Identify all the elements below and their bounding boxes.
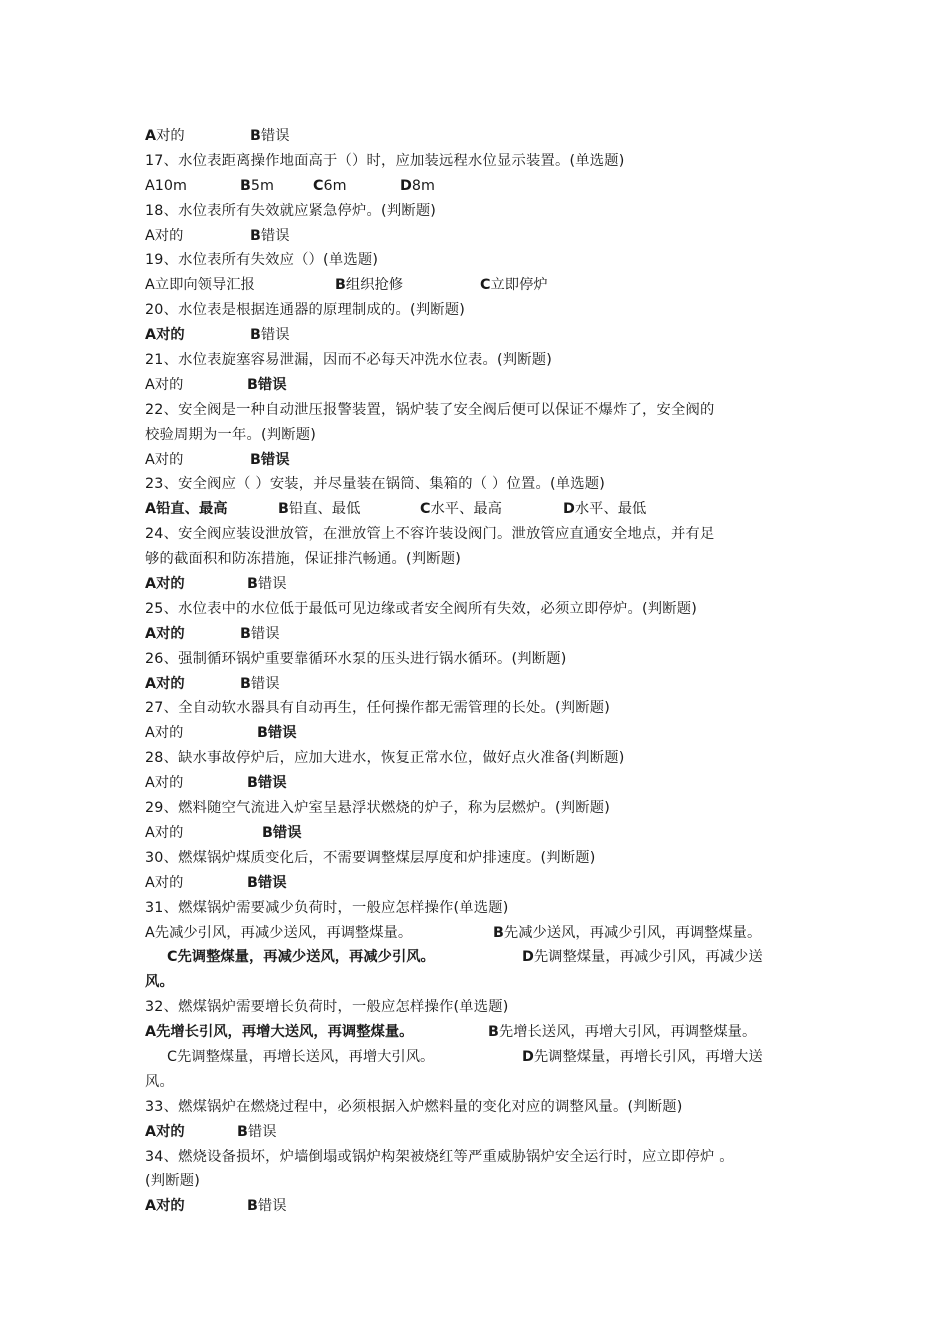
- option-letter: A: [145, 775, 155, 792]
- answer-option: [247, 572, 287, 597]
- option-letter: B: [247, 376, 258, 393]
- option-text: 错误: [250, 675, 280, 692]
- option-letter: B: [247, 874, 258, 891]
- option-text: 6m: [323, 177, 347, 194]
- question-line: [145, 647, 815, 672]
- option-text: 错误: [257, 576, 287, 593]
- options-line: [145, 945, 815, 970]
- answer-option: [240, 622, 280, 647]
- answer-option: [145, 871, 183, 896]
- option-text: 对的: [154, 725, 184, 742]
- answer-option: [145, 921, 412, 946]
- question-text: 风。: [145, 1073, 174, 1090]
- options-line: [145, 1120, 815, 1145]
- question-text: (判断题): [145, 1173, 201, 1190]
- question-line: [145, 970, 815, 995]
- option-letter: C: [480, 277, 491, 294]
- question-text: 风。: [145, 974, 174, 991]
- option-text: 错误: [250, 625, 280, 642]
- options-line: [145, 174, 815, 199]
- answer-option: [420, 497, 502, 522]
- question-list: [145, 124, 815, 1219]
- option-text: 先增长引风，再增大送风，再调整煤量。: [156, 1024, 414, 1041]
- option-text: 对的: [154, 874, 184, 891]
- question-line: [145, 1169, 815, 1194]
- option-letter: A: [145, 824, 155, 841]
- question-line: [145, 796, 815, 821]
- option-text: 水平、最高: [430, 501, 502, 518]
- option-letter: A: [145, 1198, 157, 1215]
- question-line: [145, 248, 815, 273]
- option-letter: A: [145, 625, 157, 642]
- option-letter: A: [145, 675, 157, 692]
- option-letter: A: [145, 177, 155, 194]
- answer-option: [145, 1194, 185, 1219]
- question-line: [145, 472, 815, 497]
- answer-option: [250, 224, 290, 249]
- question-text: 33、燃煤锅炉在燃烧过程中，必须根据入炉燃料量的变化对应的调整风量。(判断题): [145, 1098, 683, 1115]
- option-text: 先增长送风，再增大引风，再调整煤量。: [498, 1024, 757, 1041]
- answer-option: [240, 672, 280, 697]
- option-text: 对的: [156, 128, 185, 144]
- option-text: 对的: [156, 625, 185, 642]
- question-line: [145, 746, 815, 771]
- answer-option: [522, 945, 763, 970]
- answer-option: [278, 497, 360, 522]
- answer-option: [145, 672, 185, 697]
- option-text: 对的: [156, 1123, 185, 1140]
- option-letter: C: [420, 501, 431, 518]
- options-line: [145, 821, 815, 846]
- question-line: [145, 896, 815, 921]
- option-letter: B: [278, 501, 289, 518]
- answer-option: [145, 1120, 185, 1145]
- question-text: 24、安全阀应装设泄放管，在泄放管上不容许装设阀门。泄放管应直通安全地点，并有足: [145, 526, 715, 543]
- answer-option: [145, 622, 185, 647]
- answer-option: [145, 448, 183, 473]
- question-text: 18、水位表所有失效就应紧急停炉。(判断题): [145, 202, 437, 219]
- options-line: [145, 672, 815, 697]
- option-text: 错误: [257, 775, 287, 792]
- option-text: 铅直、最高: [156, 501, 228, 518]
- options-line: [145, 323, 815, 348]
- option-text: 水平、最低: [574, 501, 647, 518]
- options-line: [145, 572, 815, 597]
- options-line: [145, 721, 815, 746]
- question-line: [145, 547, 815, 572]
- question-line: [145, 398, 815, 423]
- answer-option: [480, 273, 548, 298]
- option-letter: A: [145, 501, 157, 518]
- question-line: [145, 423, 815, 448]
- question-text: 31、燃煤锅炉需要减少负荷时，一般应怎样操作(单选题): [145, 899, 509, 916]
- option-text: 10m: [154, 177, 187, 194]
- option-text: 对的: [154, 376, 184, 393]
- question-line: [145, 1070, 815, 1095]
- answer-option: [247, 1194, 287, 1219]
- option-text: 错误: [267, 725, 297, 742]
- option-text: 对的: [156, 576, 185, 593]
- question-line: [145, 199, 815, 224]
- answer-option: [257, 721, 297, 746]
- question-text: 29、燃料随空气流进入炉室呈悬浮状燃烧的炉子，称为层燃炉。(判断题): [145, 800, 611, 817]
- answer-option: [522, 1045, 763, 1070]
- option-text: 错误: [260, 227, 290, 244]
- option-text: 错误: [260, 327, 290, 344]
- answer-option: [493, 921, 761, 946]
- question-text: 校验周期为一年。(判断题): [145, 426, 317, 443]
- option-letter: B: [240, 675, 251, 692]
- option-letter: A: [145, 874, 155, 891]
- option-text: 对的: [154, 824, 184, 841]
- options-line: [145, 373, 815, 398]
- option-letter: B: [237, 1123, 248, 1140]
- option-letter: A: [145, 277, 155, 294]
- question-text: 20、水位表是根据连通器的原理制成的。(判断题): [145, 302, 466, 319]
- option-letter: C: [167, 949, 178, 966]
- option-letter: A: [145, 576, 157, 593]
- option-letter: B: [335, 277, 346, 294]
- question-line: [145, 696, 815, 721]
- answer-option: [250, 323, 290, 348]
- question-text: 27、全自动软水器具有自动再生，任何操作都无需管理的长处。(判断题): [145, 700, 611, 717]
- options-line: [145, 124, 815, 149]
- question-line: [145, 149, 815, 174]
- question-line: [145, 995, 815, 1020]
- option-letter: A: [145, 376, 155, 393]
- question-line: [145, 1095, 815, 1120]
- answer-option: [247, 871, 287, 896]
- options-line: [145, 224, 815, 249]
- option-letter: A: [145, 924, 155, 941]
- options-line: [145, 448, 815, 473]
- option-letter: B: [257, 725, 268, 742]
- option-letter: B: [240, 625, 251, 642]
- question-line: [145, 1145, 815, 1170]
- option-letter: D: [563, 501, 575, 518]
- option-text: 先减少送风，再减少引风，再调整煤量。: [503, 924, 762, 941]
- option-letter: B: [493, 924, 504, 941]
- answer-option: [488, 1020, 756, 1045]
- option-letter: A: [145, 1123, 157, 1140]
- option-text: 先减少引风，再减少送风，再调整煤量。: [154, 924, 413, 941]
- answer-option: [145, 721, 183, 746]
- options-line: [145, 622, 815, 647]
- option-text: 错误: [272, 824, 302, 841]
- question-text: 25、水位表中的水位低于最低可见边缘或者安全阀所有失效，必须立即停炉。(判断题): [145, 600, 698, 617]
- question-text: 26、强制循环锅炉重要靠循环水泵的压头进行锅水循环。(判断题): [145, 650, 567, 667]
- answer-option: [145, 1020, 413, 1045]
- option-text: 错误: [247, 1123, 277, 1140]
- question-line: [145, 348, 815, 373]
- option-text: 铅直、最低: [288, 501, 361, 518]
- option-letter: A: [145, 1024, 157, 1041]
- options-line: [145, 273, 815, 298]
- answer-option: [145, 124, 185, 149]
- option-text: 立即向领导汇报: [154, 277, 255, 294]
- option-text: 对的: [156, 327, 185, 344]
- answer-option: [145, 224, 183, 249]
- answer-option: [167, 945, 435, 970]
- option-letter: A: [145, 327, 157, 344]
- options-line: [145, 497, 815, 522]
- option-text: 对的: [154, 775, 184, 792]
- option-letter: D: [522, 1048, 534, 1065]
- option-text: 错误: [257, 874, 287, 891]
- answer-option: [145, 323, 185, 348]
- option-letter: B: [250, 128, 261, 144]
- answer-option: [262, 821, 302, 846]
- answer-option: [167, 1045, 434, 1070]
- option-letter: A: [145, 128, 157, 144]
- question-text: 28、缺水事故停炉后，应加大进水，恢复正常水位，做好点火准备(判断题): [145, 750, 625, 767]
- option-letter: A: [145, 227, 155, 244]
- question-text: 32、燃煤锅炉需要增长负荷时，一般应怎样操作(单选题): [145, 999, 509, 1016]
- option-text: 5m: [250, 177, 274, 194]
- option-text: 对的: [156, 1198, 185, 1215]
- options-line: [145, 1020, 815, 1045]
- options-line: [145, 871, 815, 896]
- answer-option: [250, 448, 290, 473]
- option-text: 先调整煤量，再减少送风，再减少引风。: [177, 949, 435, 966]
- option-letter: B: [247, 775, 258, 792]
- option-text: 错误: [257, 376, 287, 393]
- options-line: [145, 921, 815, 946]
- option-letter: D: [400, 177, 412, 194]
- option-text: 组织抢修: [345, 277, 404, 294]
- answer-option: [145, 572, 185, 597]
- question-text: 21、水位表旋塞容易泄漏，因而不必每天冲洗水位表。(判断题): [145, 352, 553, 369]
- answer-option: [247, 771, 287, 796]
- question-line: [145, 846, 815, 871]
- option-letter: B: [240, 177, 251, 194]
- option-text: 先调整煤量，再减少引风，再减少送: [533, 949, 763, 966]
- answer-option: [335, 273, 403, 298]
- answer-option: [145, 497, 228, 522]
- answer-option: [247, 373, 287, 398]
- option-text: 对的: [154, 451, 184, 468]
- option-letter: B: [247, 1198, 258, 1215]
- option-text: 对的: [154, 227, 184, 244]
- question-text: 34、燃烧设备损坏，炉墙倒塌或锅炉构架被烧红等严重威胁锅炉安全运行时，应立即停炉 。: [145, 1148, 734, 1165]
- option-letter: B: [250, 327, 261, 344]
- options-line: [145, 771, 815, 796]
- option-text: 先调整煤量，再增长引风，再增大送: [533, 1048, 763, 1065]
- option-letter: A: [145, 451, 155, 468]
- question-line: [145, 298, 815, 323]
- question-text: 30、燃煤锅炉煤质变化后，不需要调整煤层厚度和炉排速度。(判断题): [145, 849, 596, 866]
- question-text: 23、安全阀应（ ）安装，并尽量装在锅筒、集箱的（ ）位置。(单选题): [145, 476, 606, 493]
- option-letter: B: [247, 576, 258, 593]
- option-text: 8m: [411, 177, 435, 194]
- answer-option: [145, 174, 187, 199]
- answer-option: [145, 273, 255, 298]
- question-line: [145, 597, 815, 622]
- option-letter: B: [488, 1024, 499, 1041]
- question-text: 17、水位表距离操作地面高于（）时，应加装远程水位显示装置。(单选题): [145, 152, 625, 169]
- answer-option: [145, 373, 183, 398]
- option-letter: A: [145, 725, 155, 742]
- option-letter: C: [313, 177, 324, 194]
- answer-option: [313, 174, 347, 199]
- answer-option: [145, 821, 183, 846]
- question-text: 够的截面积和防冻措施，保证排汽畅通。(判断题): [145, 551, 461, 568]
- question-text: 19、水位表所有失效应（）(单选题): [145, 252, 379, 269]
- option-letter: B: [250, 451, 261, 468]
- option-text: 错误: [260, 451, 290, 468]
- option-text: 错误: [260, 128, 290, 144]
- answer-option: [145, 771, 183, 796]
- question-text: 22、安全阀是一种自动泄压报警装置，锅炉装了安全阀后便可以保证不爆炸了，安全阀的: [145, 401, 715, 418]
- option-text: 立即停炉: [490, 277, 548, 294]
- options-line: [145, 1045, 815, 1070]
- answer-option: [563, 497, 646, 522]
- option-text: 对的: [156, 675, 185, 692]
- options-line: [145, 1194, 815, 1219]
- option-text: 先调整煤量，再增长送风，再增大引风。: [176, 1048, 435, 1065]
- option-letter: D: [522, 949, 534, 966]
- option-text: 错误: [257, 1198, 287, 1215]
- answer-option: [250, 124, 290, 149]
- option-letter: C: [167, 1048, 177, 1065]
- answer-option: [240, 174, 274, 199]
- question-line: [145, 522, 815, 547]
- answer-option: [400, 174, 435, 199]
- option-letter: B: [250, 227, 261, 244]
- answer-option: [237, 1120, 277, 1145]
- option-letter: B: [262, 824, 273, 841]
